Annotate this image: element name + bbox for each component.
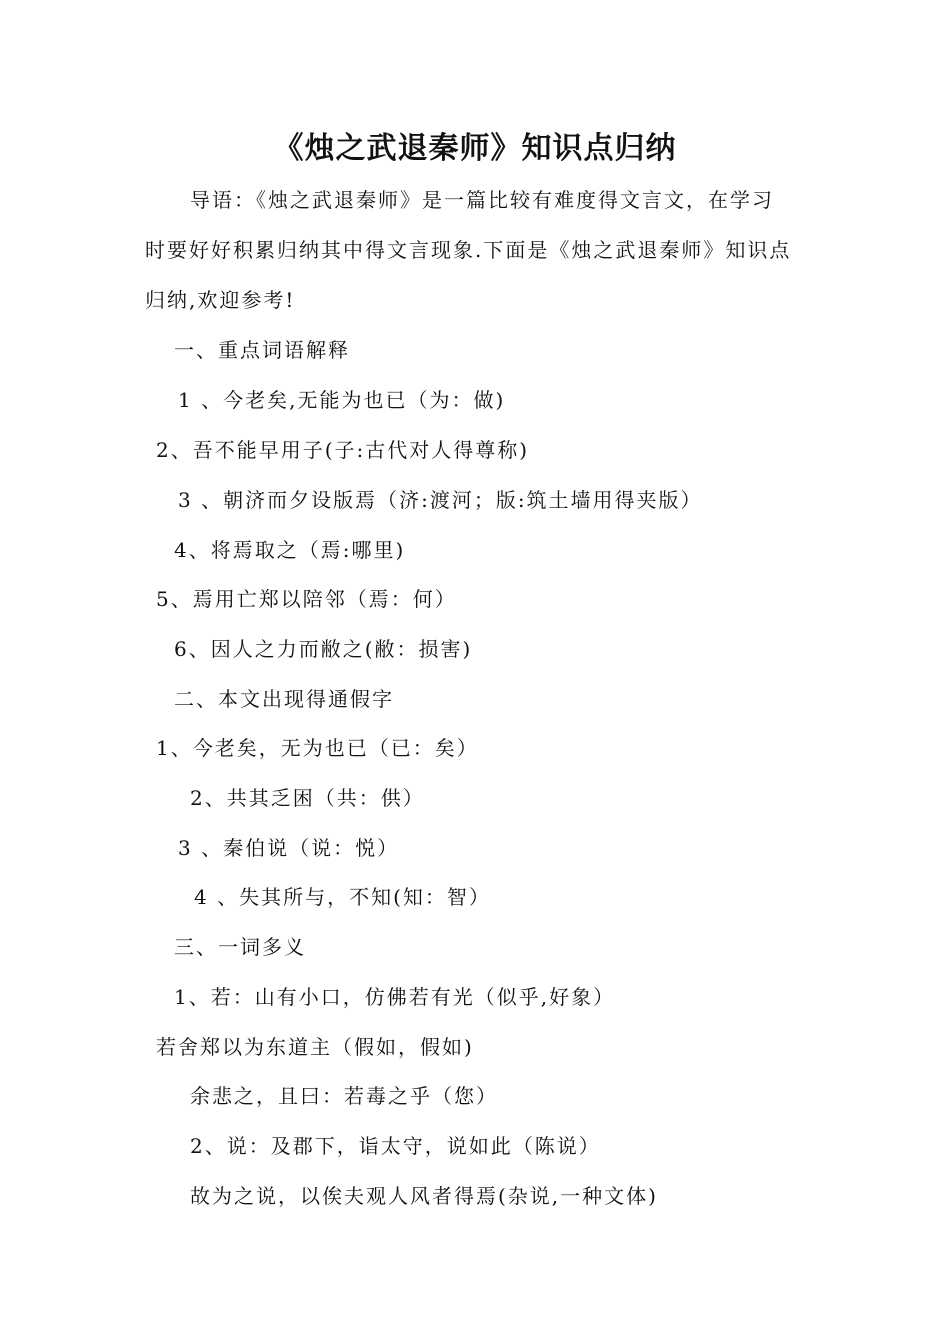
list-item: 2、吾不能早用子(子:古代对人得尊称) xyxy=(156,438,530,462)
list-item: 1 、今老矣,无能为也已（为：做) xyxy=(178,388,506,412)
list-item: 1、今老矣，无为也已（已：矣） xyxy=(156,736,479,760)
section-heading-loan-characters: 二、本文出现得通假字 xyxy=(174,687,394,711)
list-item: 3 、朝济而夕设版焉（济:渡河；版:筑土墙用得夹版） xyxy=(178,488,703,512)
list-item: 2、共其乏困（共：供） xyxy=(190,786,425,810)
list-item: 2、说：及郡下，诣太守，说如此（陈说） xyxy=(190,1134,601,1158)
list-item: 3 、秦伯说（说：悦） xyxy=(178,836,400,860)
intro-line-1: 导语：《烛之武退秦师》是一篇比较有难度得文言文，在学习 xyxy=(190,188,774,212)
list-item: 4、将焉取之（焉:哪里) xyxy=(174,538,406,562)
document-title: 《烛之武退秦师》知识点归纳 xyxy=(273,131,677,166)
section-heading-polysemy: 三、一词多义 xyxy=(174,935,306,959)
list-item: 故为之说，以俟夫观人风者得焉(杂说,一种文体) xyxy=(190,1184,658,1208)
list-item: 若舍郑以为东道主（假如，假如) xyxy=(156,1035,474,1059)
intro-line-3: 归纳,欢迎参考! xyxy=(145,288,296,312)
list-item: 6、因人之力而敝之(敝：损害) xyxy=(174,637,473,661)
list-item: 4 、失其所与，不知(知：智） xyxy=(194,885,491,909)
list-item: 5、焉用亡郑以陪邻（焉：何） xyxy=(156,587,457,611)
intro-line-2: 时要好好积累归纳其中得文言现象.下面是《烛之武退秦师》知识点 xyxy=(145,238,792,262)
section-heading-key-words: 一、重点词语解释 xyxy=(174,338,350,362)
list-item: 1、若：山有小口，仿佛若有光（似乎,好象） xyxy=(174,985,616,1009)
list-item: 余悲之，且曰：若毒之乎（您） xyxy=(190,1084,498,1108)
